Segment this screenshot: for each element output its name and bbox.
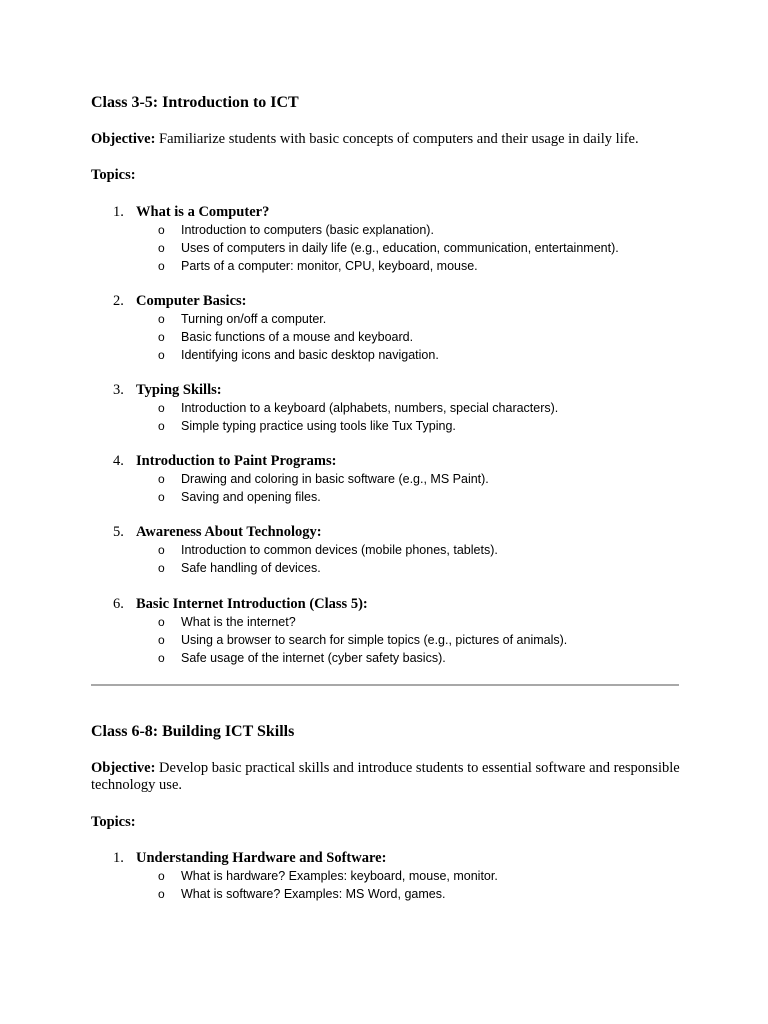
topics-label: Topics:: [91, 167, 136, 183]
objective-label: Objective:: [91, 760, 156, 776]
bullet-icon: o: [158, 633, 165, 647]
topic-number: 5.: [113, 524, 124, 540]
objective-text: Familiarize students with basic concepts of computers and their usage in daily life.: [155, 131, 639, 147]
bullet-icon: o: [158, 561, 165, 575]
bullet-icon: o: [158, 869, 165, 883]
sub-item: o Simple typing practice using tools like Tux Typing.: [158, 419, 456, 433]
sub-item: o What is hardware? Examples: keyboard, mouse, monitor.: [158, 869, 498, 883]
topic-number: 4.: [113, 453, 124, 469]
topic-number: 1.: [113, 850, 124, 866]
topic-item: [91, 203, 691, 275]
topic-item: [91, 523, 691, 577]
bullet-icon: o: [158, 472, 165, 486]
sub-item: o Basic functions of a mouse and keyboard.: [158, 330, 414, 344]
sub-item: o Uses of computers in daily life (e.g., education, communication, entertainment).: [158, 241, 619, 255]
bullet-icon: o: [158, 887, 165, 901]
sub-item: o Turning on/off a computer.: [158, 312, 327, 326]
topic-item: [91, 292, 691, 364]
sub-item: o What is the internet?: [158, 615, 296, 629]
sub-item: o Identifying icons and basic desktop navigation.: [158, 348, 439, 362]
bullet-icon: o: [158, 615, 165, 629]
bullet-icon: o: [158, 490, 165, 504]
bullet-icon: o: [158, 330, 165, 344]
section-title: Class 6-8: Building ICT Skills: [91, 723, 295, 740]
topic-number: 2.: [113, 293, 124, 309]
bullet-icon: o: [158, 651, 165, 665]
sub-item: o What is software? Examples: MS Word, games.: [158, 887, 446, 901]
bullet-icon: o: [158, 348, 165, 362]
topic-title: Typing Skills:: [136, 382, 222, 398]
horizontal-divider: [91, 684, 679, 686]
bullet-icon: o: [158, 419, 165, 433]
sub-item: o Safe usage of the internet (cyber safety basics).: [158, 651, 446, 665]
topic-title: What is a Computer?: [136, 204, 270, 220]
bullet-icon: o: [158, 543, 165, 557]
sub-item: o Safe handling of devices.: [158, 561, 321, 575]
topic-title: Awareness About Technology:: [136, 524, 322, 540]
topic-item: [91, 849, 691, 903]
bullet-icon: o: [158, 259, 165, 273]
sub-item: o Parts of a computer: monitor, CPU, keyboard, mouse.: [158, 259, 478, 273]
bullet-icon: o: [158, 241, 165, 255]
objective-label: Objective:: [91, 131, 156, 147]
topic-item: [91, 595, 691, 667]
bullet-icon: o: [158, 401, 165, 415]
sub-item: o Saving and opening files.: [158, 490, 321, 504]
sub-item: o Introduction to common devices (mobile phones, tablets).: [158, 543, 498, 557]
topic-title: Basic Internet Introduction (Class 5):: [136, 596, 368, 612]
topic-title: Computer Basics:: [136, 293, 247, 309]
topic-title: Understanding Hardware and Software:: [136, 850, 387, 866]
sub-item: o Using a browser to search for simple topics (e.g., pictures of animals).: [158, 633, 568, 647]
sub-item: o Introduction to computers (basic explanation).: [158, 223, 434, 237]
bullet-icon: o: [158, 223, 165, 237]
objective-paragraph: [91, 131, 681, 148]
objective-text: Develop basic practical skills and introduce students to essential software and responsible technology use.: [91, 760, 680, 793]
topic-number: 1.: [113, 204, 124, 220]
bullet-icon: o: [158, 312, 165, 326]
topics-label: Topics:: [91, 814, 136, 830]
topic-number: 3.: [113, 382, 124, 398]
topic-number: 6.: [113, 596, 124, 612]
sub-item: o Drawing and coloring in basic software (e.g., MS Paint).: [158, 472, 489, 486]
topic-item: [91, 452, 691, 506]
sub-item: o Introduction to a keyboard (alphabets, numbers, special characters).: [158, 401, 559, 415]
topic-title: Introduction to Paint Programs:: [136, 453, 337, 469]
section-title: Class 3-5: Introduction to ICT: [91, 94, 299, 111]
objective-paragraph: [91, 760, 681, 794]
topic-item: [91, 381, 691, 435]
